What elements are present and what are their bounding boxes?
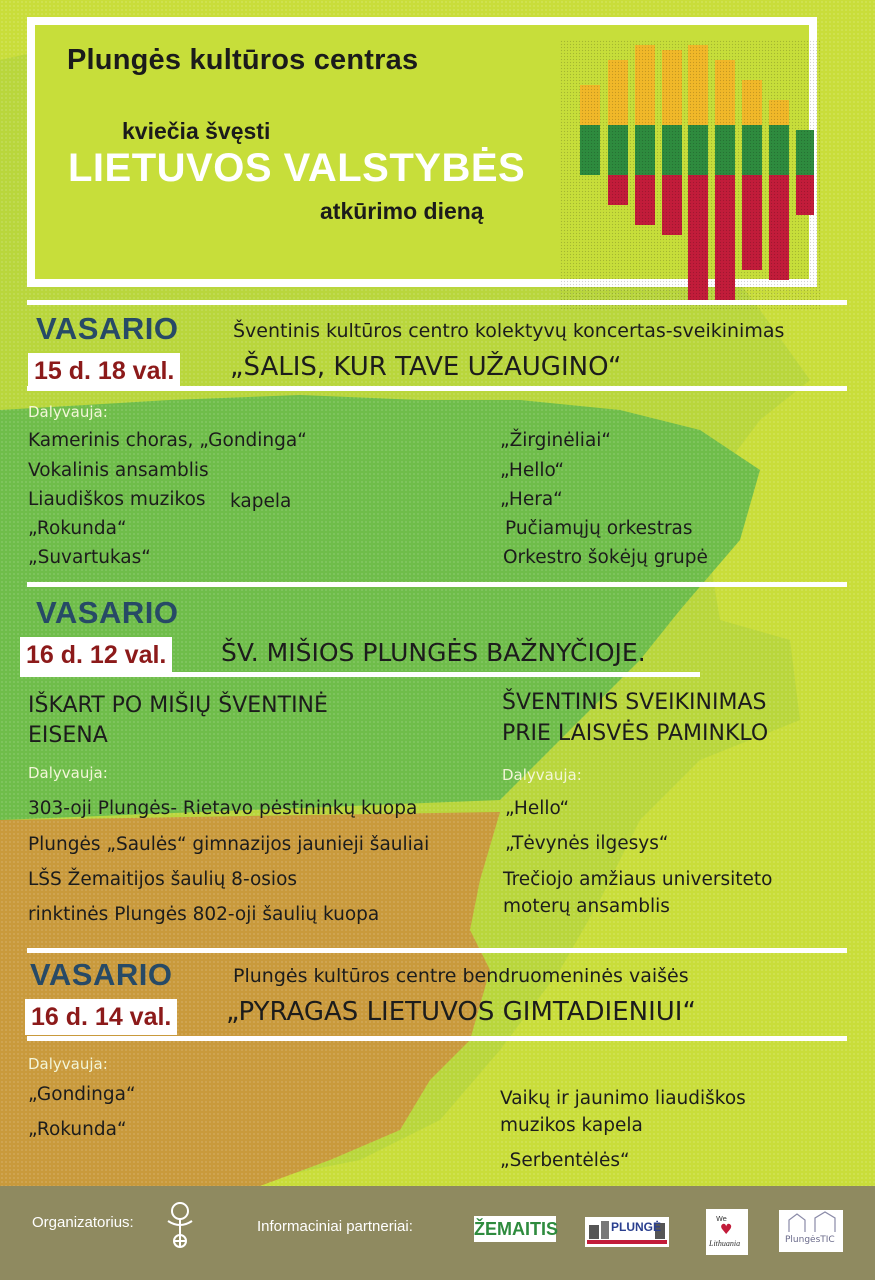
event-1-date: 15 d. 18 val. [28,353,180,389]
event-2-month: VASARIO [36,595,179,630]
list-item: „Suvartukas“ [28,547,151,568]
list-item: „Žirginėliai“ [500,430,612,451]
list-item: „Hello“ [500,460,565,481]
restoration-day-text: atkūrimo dieną [320,198,484,224]
plunge-logo [585,1217,669,1247]
divider-line [27,300,847,305]
list-item: kapela [230,491,292,512]
event-2-participants-label: Dalyvauja: [28,764,108,782]
list-item: „Tėvynės ilgesys“ [505,833,669,854]
list-item: muzikos kapela [500,1115,643,1136]
lithuania-logo [706,1209,748,1255]
event-2-left-heading-2: EISENA [28,723,108,748]
event-2-left-heading: IŠKART PO MIŠIŲ ŠVENTINĖ [28,693,328,718]
organizer-title: Plungės kultūros centras [67,44,419,76]
divider-line [27,582,847,587]
list-item: Pučiamųjų orkestras [505,518,693,539]
event-1-title: „ŠALIS, KUR TAVE UŽAUGINO“ [230,352,622,382]
list-item: LŠS Žemaitijos šaulių 8-osios [28,869,298,890]
partners-label: Informaciniai partneriai: [257,1218,413,1235]
list-item: Vokalinis ansamblis [28,460,209,481]
event-1-participants-label: Dalyvauja: [28,403,108,421]
list-item: „Rokunda“ [28,1119,127,1140]
heart-icon: ♥ [720,1222,733,1238]
lithuania-logo-text: Lithuania [709,1239,741,1248]
lithuania-logo-top: We [716,1215,727,1223]
event-2-right-heading: ŠVENTINIS SVEIKINIMAS [502,690,767,715]
divider-line [27,948,847,953]
plunge-tic-graphic [779,1210,843,1234]
plunge-tic-logo [779,1210,843,1252]
event-3-title: „PYRAGAS LIETUVOS GIMTADIENIUI“ [226,997,696,1027]
list-item: Liaudiškos muzikos [28,489,206,510]
plunge-logo-text: PLUNGĖ [611,1220,662,1234]
event-2-right-heading-2: PRIE LAISVĖS PAMINKLO [502,721,769,746]
list-item: „Hello“ [505,798,570,819]
zemaitis-logo-text: ŽEMAITIS [474,1219,558,1239]
event-2-title: ŠV. MIŠIOS PLUNGĖS BAŽNYČIOJE. [221,638,646,667]
event-2-participants-label-right: Dalyvauja: [502,766,582,784]
list-item: Trečiojo amžiaus universiteto [503,869,773,890]
list-item: Orkestro šokėjų grupė [503,547,708,568]
list-item: 303-oji Plungės- Rietavo pėstininkų kuopa [28,798,418,819]
event-1-month: VASARIO [36,311,179,346]
divider-line [27,1036,847,1041]
event-3-date: 16 d. 14 val. [25,999,177,1035]
list-item: „Gondinga“ [28,1084,136,1105]
organizer-label: Organizatorius: [32,1214,134,1231]
state-title: LIETUVOS VALSTYBĖS [68,146,526,190]
divider-line [20,672,700,677]
list-item: „Serbentėlės“ [500,1150,630,1171]
event-1-subtitle: Šventinis kultūros centro kolektyvų koncertas-sveikinimas [233,320,785,342]
event-3-subtitle: Plungės kultūros centre bendruomeninės vaišės [233,965,689,987]
plunge-tic-text: PlungėsTIC [785,1235,835,1245]
list-item: „Rokunda“ [28,518,127,539]
event-2-date: 16 d. 12 val. [20,637,172,673]
zemaitis-logo [474,1216,556,1242]
flag-stripes [560,40,820,310]
list-item: Kamerinis choras, „Gondinga“ [28,430,307,451]
list-item: „Hera“ [500,489,563,510]
invite-text: kviečia švęsti [122,118,271,144]
flag-stripes-graphic [560,40,820,310]
divider-line [27,386,847,391]
list-item: Vaikų ir jaunimo liaudiškos [500,1088,746,1109]
culture-center-emblem-icon [162,1199,198,1251]
list-item: moterų ansamblis [503,896,670,917]
event-3-month: VASARIO [30,957,173,992]
list-item: Plungės „Saulės“ gimnazijos jaunieji šauliai [28,834,430,855]
list-item: rinktinės Plungės 802-oji šaulių kuopa [28,904,380,925]
event-3-participants-label: Dalyvauja: [28,1055,108,1073]
